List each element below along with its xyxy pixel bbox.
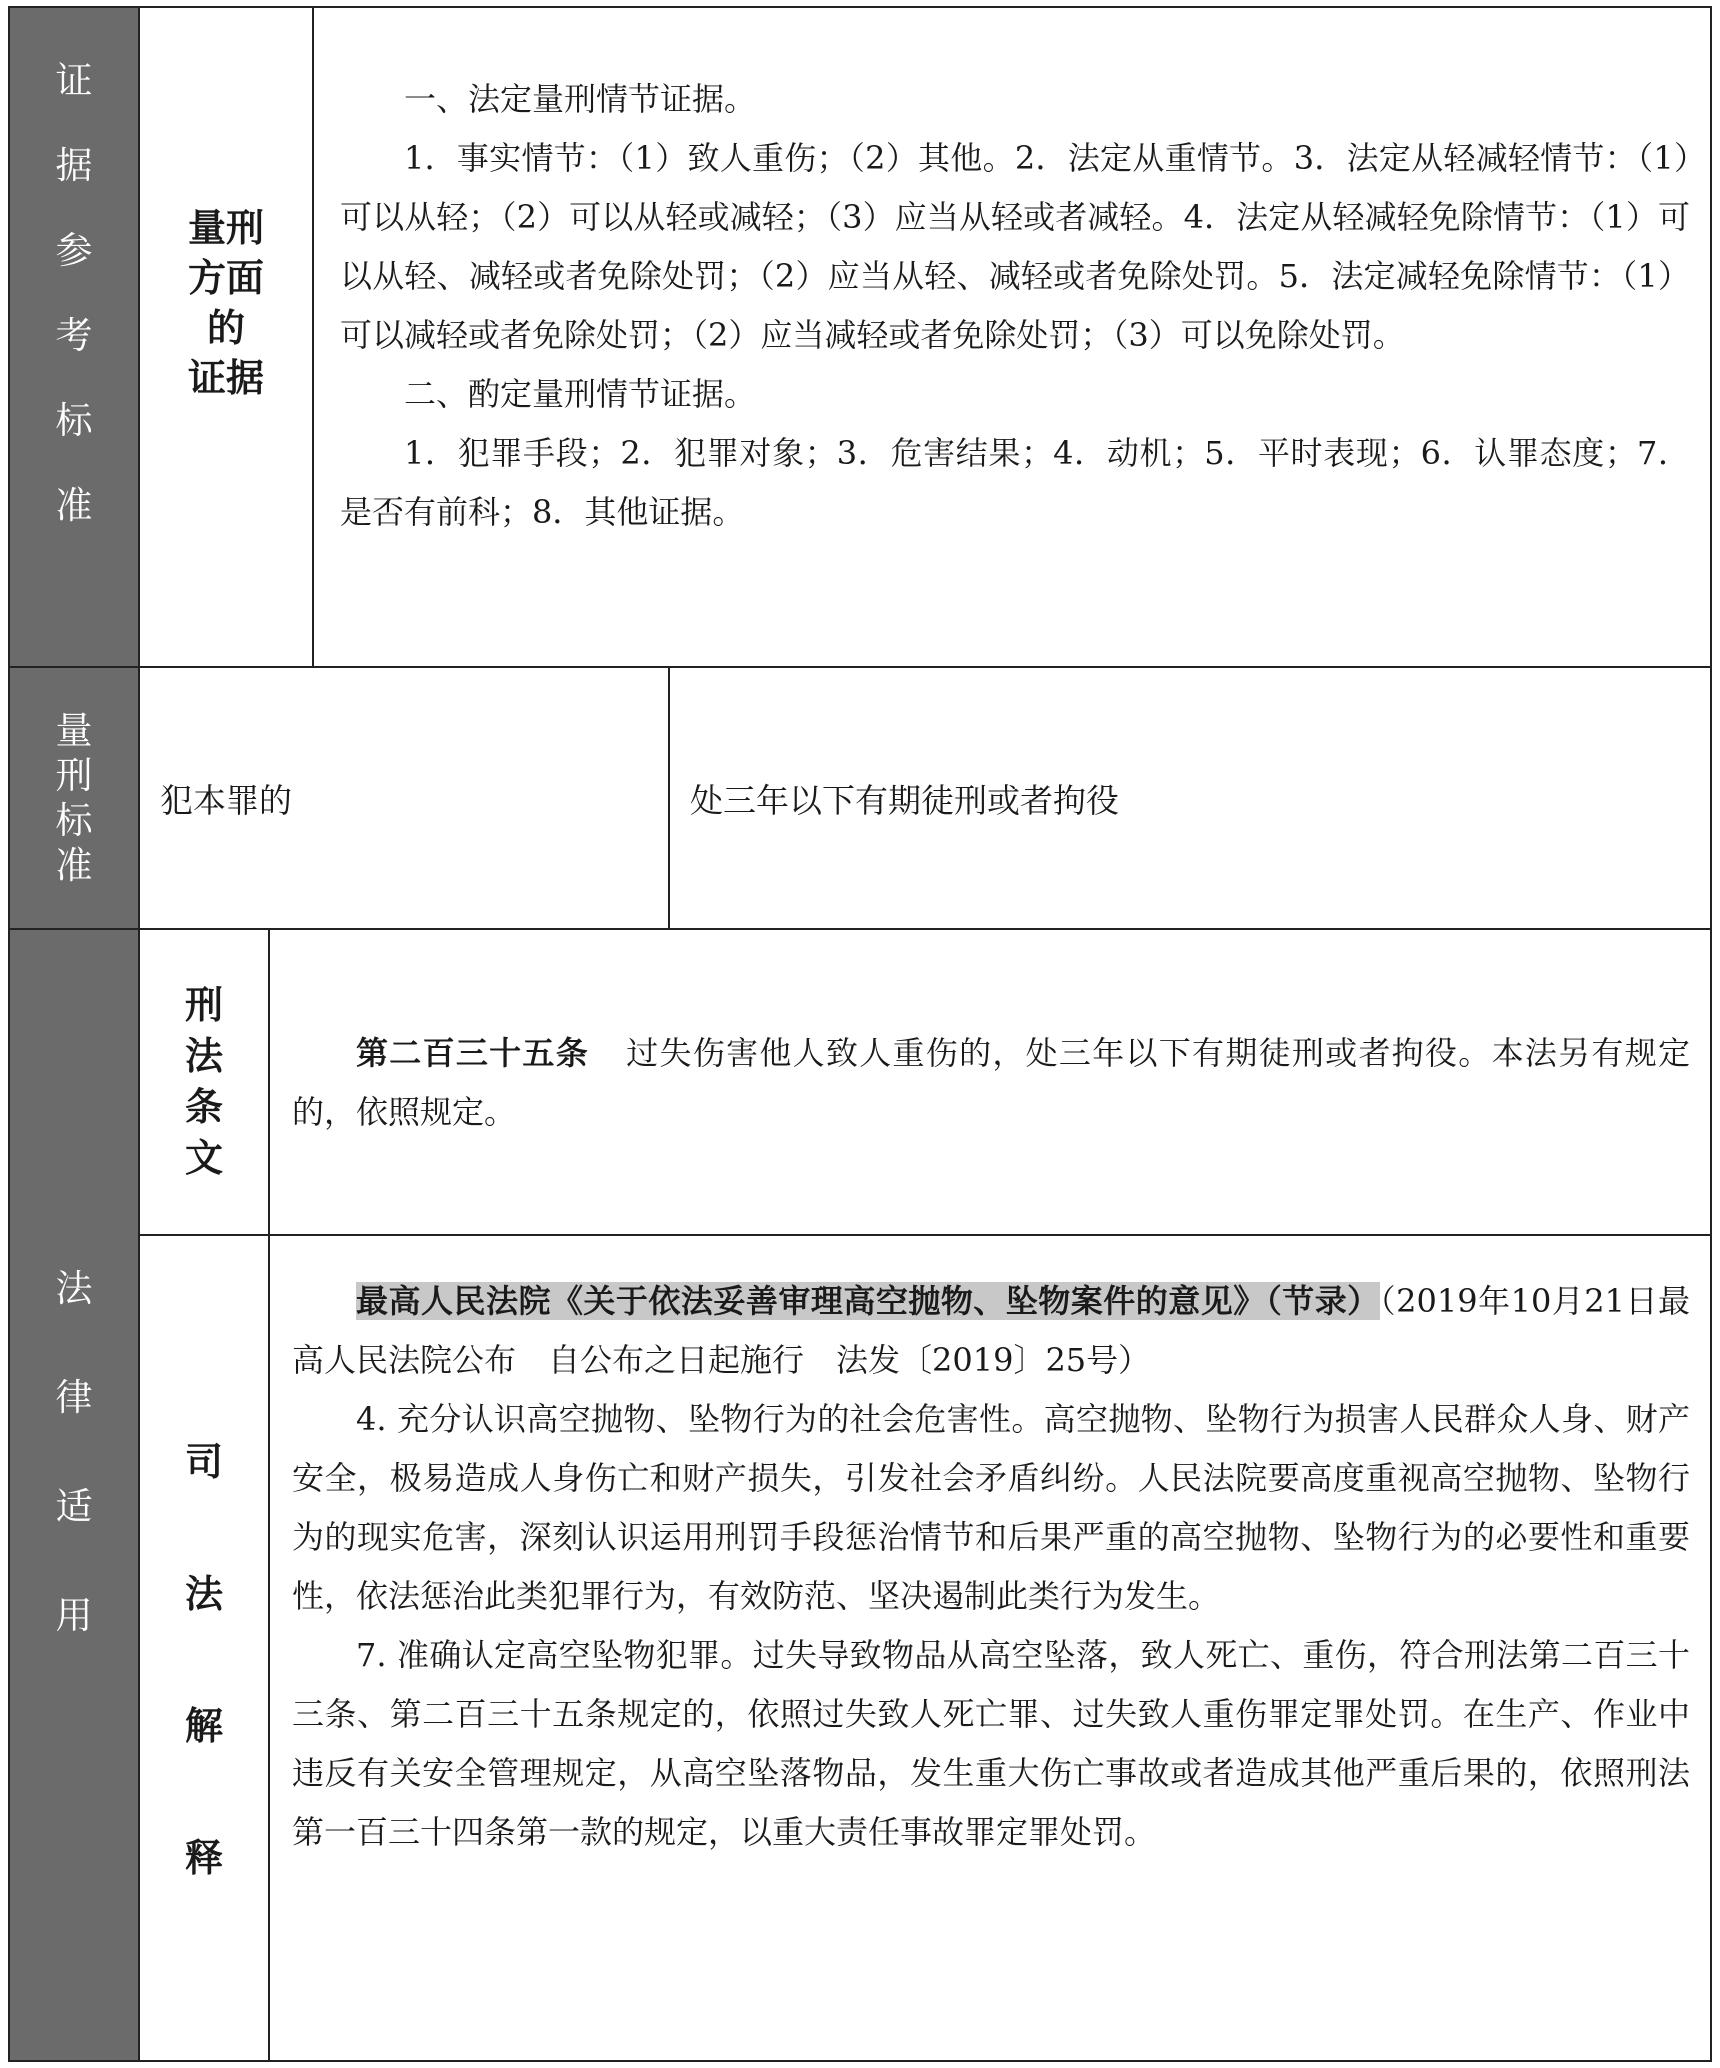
- sentencing-penalty: [670, 668, 1710, 928]
- judicial-doc-meta: （2019年10月21日最高人民法院公布 自公布之日起施行 法发〔2019〕25号）: [292, 1282, 1690, 1379]
- row-label-line: 方面: [187, 256, 264, 301]
- evidence-paragraph: 二、酌定量刑情节证据。: [404, 375, 757, 413]
- side-char: 准: [55, 484, 93, 527]
- side-char: 证: [55, 59, 93, 102]
- judicial-label: [140, 1236, 270, 2060]
- side-char: 考: [55, 314, 93, 357]
- evidence-paragraph: 1．事实情节：（1）致人重伤；（2）其他。2．法定从重情节。3．法定从轻减轻情节：（1）可以从轻；（2）可以从轻或减轻；（3）应当从轻或者减轻。4．法定从轻减轻免除情节：（1）可以从轻、减轻或者免除处罚；（2）应当从轻、减轻或者免除处罚。5．法定减轻免除情节：（1）可以减轻或者免除处罚；（2）应当减轻或者免除处罚；（3）可以免除处罚。: [340, 139, 1690, 354]
- statute-label: [140, 930, 270, 1234]
- judicial-paragraph: 7. 准确认定高空坠物犯罪。过失导致物品从高空坠落，致人死亡、重伤，符合刑法第二百三十三条、第二百三十五条规定的，依照过失致人死亡罪、过失致人重伤罪定罪处罚。在生产、作业中违反有关安全管理规定，从高空坠落物品，发生重大伤亡事故或者造成其他严重后果的，依照刑法第一百三十四条第一款的规定，以重大责任事故罪定罪处罚。: [292, 1636, 1690, 1851]
- sentencing-condition: [140, 668, 670, 928]
- statute-row: [140, 930, 1710, 1236]
- judicial-heading: [292, 1272, 1690, 1390]
- row-label-char: 法: [184, 1572, 223, 1616]
- row-label-char: 法: [184, 1034, 223, 1078]
- sentencing-side-label: [10, 668, 140, 928]
- side-char: 标: [55, 399, 93, 442]
- statute-body: [270, 930, 1710, 1234]
- side-char: 参: [55, 229, 93, 272]
- sentencing-section: [10, 668, 1710, 930]
- penalty-text: 处三年以下有期徒刑或者拘役: [690, 780, 1119, 820]
- side-char: 据: [55, 144, 93, 187]
- statute-paragraph: [292, 1024, 1690, 1142]
- row-label-char: 司: [184, 1440, 223, 1484]
- evidence-paragraph: 1．犯罪手段；2．犯罪对象；3．危害结果；4．动机；5．平时表现；6．认罪态度；7．是否有前科；8．其他证据。: [340, 434, 1690, 531]
- side-char: 律: [55, 1376, 93, 1419]
- law-side-label: [10, 930, 140, 2060]
- side-char: 适: [55, 1485, 93, 1528]
- row-label-char: 释: [184, 1836, 223, 1880]
- statute-table: [8, 6, 1712, 2062]
- law-section: [10, 930, 1710, 2060]
- evidence-side-label: [10, 8, 140, 666]
- row-label-char: 解: [184, 1704, 223, 1748]
- judicial-row: [140, 1236, 1710, 2060]
- side-char: 刑: [55, 754, 93, 797]
- evidence-section: [10, 8, 1710, 668]
- row-label-char: 条: [184, 1085, 223, 1129]
- row-label-line: 量刑: [187, 206, 264, 250]
- judicial-doc-title: 最高人民法院《关于依法妥善审理高空抛物、坠物案件的意见》（节录）: [356, 1282, 1380, 1320]
- side-char: 法: [55, 1267, 93, 1310]
- side-char: 量: [55, 709, 93, 752]
- evidence-body: [314, 8, 1710, 666]
- side-char: 用: [55, 1594, 93, 1637]
- judicial-body: [270, 1236, 1710, 2060]
- article-number: 第二百三十五条: [356, 1034, 589, 1072]
- article-text: 过失伤害他人致人重伤的，处三年以下有期徒刑或者拘役。本法另有规定的，依照规定。: [292, 1034, 1690, 1131]
- side-char: 准: [55, 844, 93, 887]
- side-char: 标: [55, 799, 93, 842]
- evidence-paragraph: 一、法定量刑情节证据。: [404, 80, 757, 118]
- row-label-char: 文: [184, 1136, 223, 1180]
- judicial-paragraph: 4. 充分认识高空抛物、坠物行为的社会危害性。高空抛物、坠物行为损害人民群众人身、财产安全，极易造成人身伤亡和财产损失，引发社会矛盾纠纷。人民法院要高度重视高空抛物、坠物行为的现实危害，深刻认识运用刑罚手段惩治情节和后果严重的高空抛物、坠物行为的必要性和重要性，依法惩治此类犯罪行为，有效防范、坚决遏制此类行为发生。: [292, 1400, 1690, 1615]
- row-label-line: 的: [206, 306, 245, 351]
- row-label-char: 刑: [184, 983, 223, 1027]
- row-label-line: 证据: [187, 356, 264, 401]
- evidence-row-label: [140, 8, 314, 666]
- condition-text: 犯本罪的: [160, 780, 292, 820]
